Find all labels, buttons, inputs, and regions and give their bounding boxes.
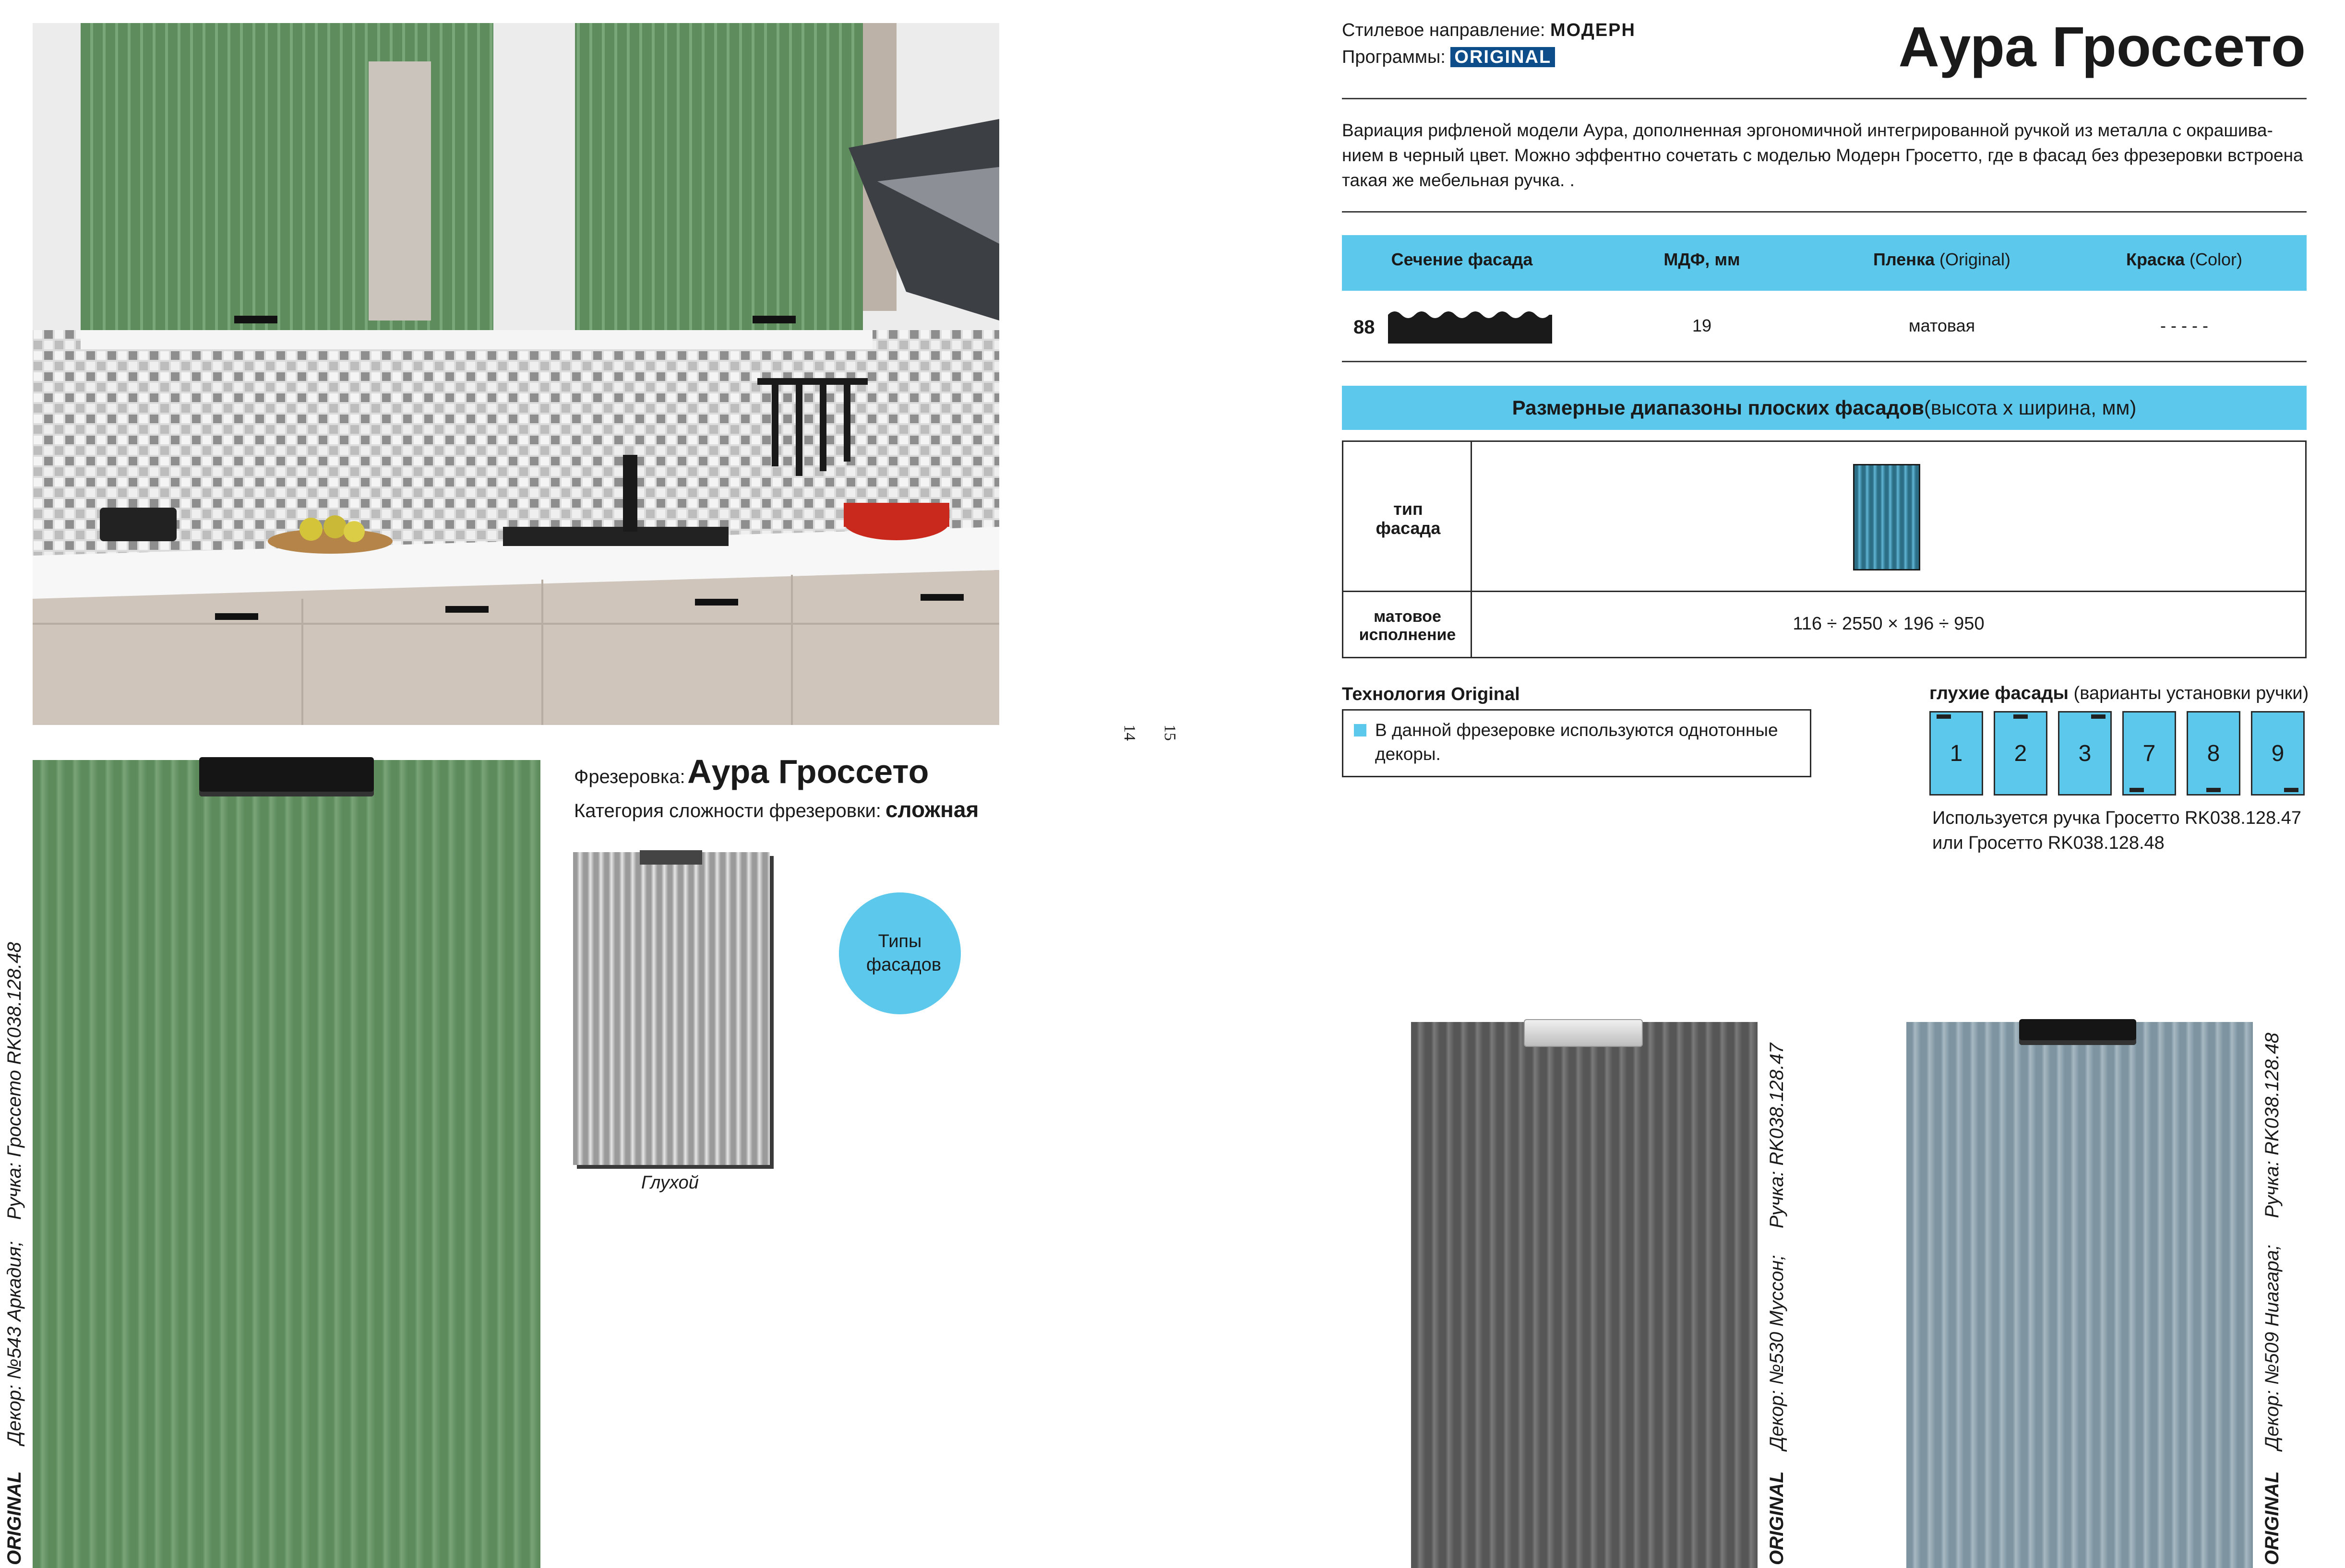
matte-size-range: 116 ÷ 2550 × 196 ÷ 950: [1793, 614, 1985, 634]
divider: [1342, 361, 2307, 362]
handle-option-3[interactable]: 3: [2058, 711, 2112, 796]
row-label-facade-type: тип фасада: [1376, 499, 1441, 538]
programs-label: Программы:: [1342, 47, 1446, 67]
section-profile: [1386, 305, 1554, 345]
decor-name: Декор: №543 Аркадия;: [4, 1241, 25, 1445]
bullet-icon: [1354, 724, 1366, 736]
milling-sample-handle: [640, 850, 702, 865]
handles-title: глухие фасады (варианты установки ручки): [1929, 683, 2309, 703]
ranges-units: (высота х ширина, мм): [1924, 396, 2137, 419]
handle-name: Ручка: Гроссето RK038.128.48: [4, 942, 25, 1220]
kitchen-illustration: [33, 23, 999, 725]
decor-sample-green: [33, 760, 540, 1568]
decor-sample-blue: [1906, 1022, 2253, 1568]
page-number-left: 14: [1121, 725, 1138, 741]
description: Вариация рифленой модели Аура, дополненная эргономичной интегрированной ручкой из металла с окрашива-нием в черный цвет. Можно эффентно сочетать с моделью Модерн Гросетто, где в фасад без фрезеровки встроена такая же мебельная ручка. .: [1342, 120, 2303, 190]
program-badge: ORIGINAL: [1450, 47, 1555, 67]
milling-heading: [574, 752, 929, 791]
technology-note-box: [1342, 709, 1811, 777]
sample-handle-silver: [1524, 1019, 1643, 1047]
kitchen-photo: [33, 23, 999, 725]
handle-option-2[interactable]: 2: [1994, 711, 2047, 796]
ranges-table: [1342, 440, 2307, 658]
milling-sample-caption: Глухой: [641, 1173, 699, 1193]
technology-title: Технология Original: [1342, 684, 1520, 704]
programs-line: [1342, 47, 1555, 68]
spec-paint-value: - - - - -: [2160, 316, 2208, 335]
technology-note: В данной фрезеровке используются однотонные декоры.: [1375, 720, 1778, 764]
milling-name: Аура Гроссето: [687, 753, 929, 790]
divider: [1342, 98, 2307, 99]
style-label: Стилевое направление:: [1342, 20, 1545, 40]
handle-option-9[interactable]: 9: [2251, 711, 2305, 796]
spec-mdf-value: 19: [1692, 316, 1712, 335]
sample-handle: [199, 757, 374, 796]
complexity-line: [574, 796, 979, 822]
section-number: 88: [1353, 317, 1375, 338]
complexity-value: сложная: [885, 797, 979, 822]
handle-option-7[interactable]: 7: [2122, 711, 2176, 796]
decor-caption-green: [4, 942, 25, 1565]
program-label: ORIGINAL: [4, 1471, 25, 1565]
spec-header-section: Сечение фасада: [1391, 249, 1533, 269]
decor-caption-blue: ORIGINAL Декор: №509 Ниагара; Ручка: RK038.128.48: [2261, 1033, 2283, 1565]
handles-note-1: Используется ручка Гросетто RK038.128.47: [1932, 808, 2301, 828]
spec-film-value: матовая: [1908, 316, 1975, 335]
spec-header-film: Пленка (Original): [1873, 249, 2011, 269]
complexity-label: Категория сложности фрезеровки:: [574, 800, 881, 821]
spec-header-mdf: МДФ, мм: [1663, 249, 1740, 269]
milling-label: Фрезеровка:: [574, 766, 685, 787]
ranges-title: Размерные диапазоны плоских фасадов: [1512, 396, 1924, 419]
decor-caption-gray: ORIGINAL Декор: №530 Муссон; Ручка: RK038.128.47: [1766, 1043, 1787, 1565]
page-title: Аура Гроссето: [1898, 15, 2306, 79]
spec-header-paint: Краска (Color): [2126, 249, 2243, 269]
page-number-right: 15: [1161, 725, 1179, 741]
handle-option-1[interactable]: 1: [1929, 711, 1983, 796]
facade-types-button[interactable]: [839, 892, 961, 1014]
milling-sample: [573, 852, 770, 1165]
style-value: МОДЕРН: [1550, 20, 1636, 40]
style-line: [1342, 20, 1636, 41]
facade-type-icon: [1853, 464, 1920, 570]
row-label-matte: матовое исполнение: [1359, 607, 1456, 644]
divider: [1342, 211, 2307, 213]
ranges-header: [1342, 386, 2307, 430]
facade-types-label: Типы фасадов: [866, 931, 942, 975]
sample-handle-black: [2019, 1019, 2136, 1045]
decor-sample-gray: [1411, 1022, 1758, 1568]
handle-option-8[interactable]: 8: [2187, 711, 2240, 796]
handles-note-2: или Гросетто RK038.128.48: [1932, 833, 2165, 853]
